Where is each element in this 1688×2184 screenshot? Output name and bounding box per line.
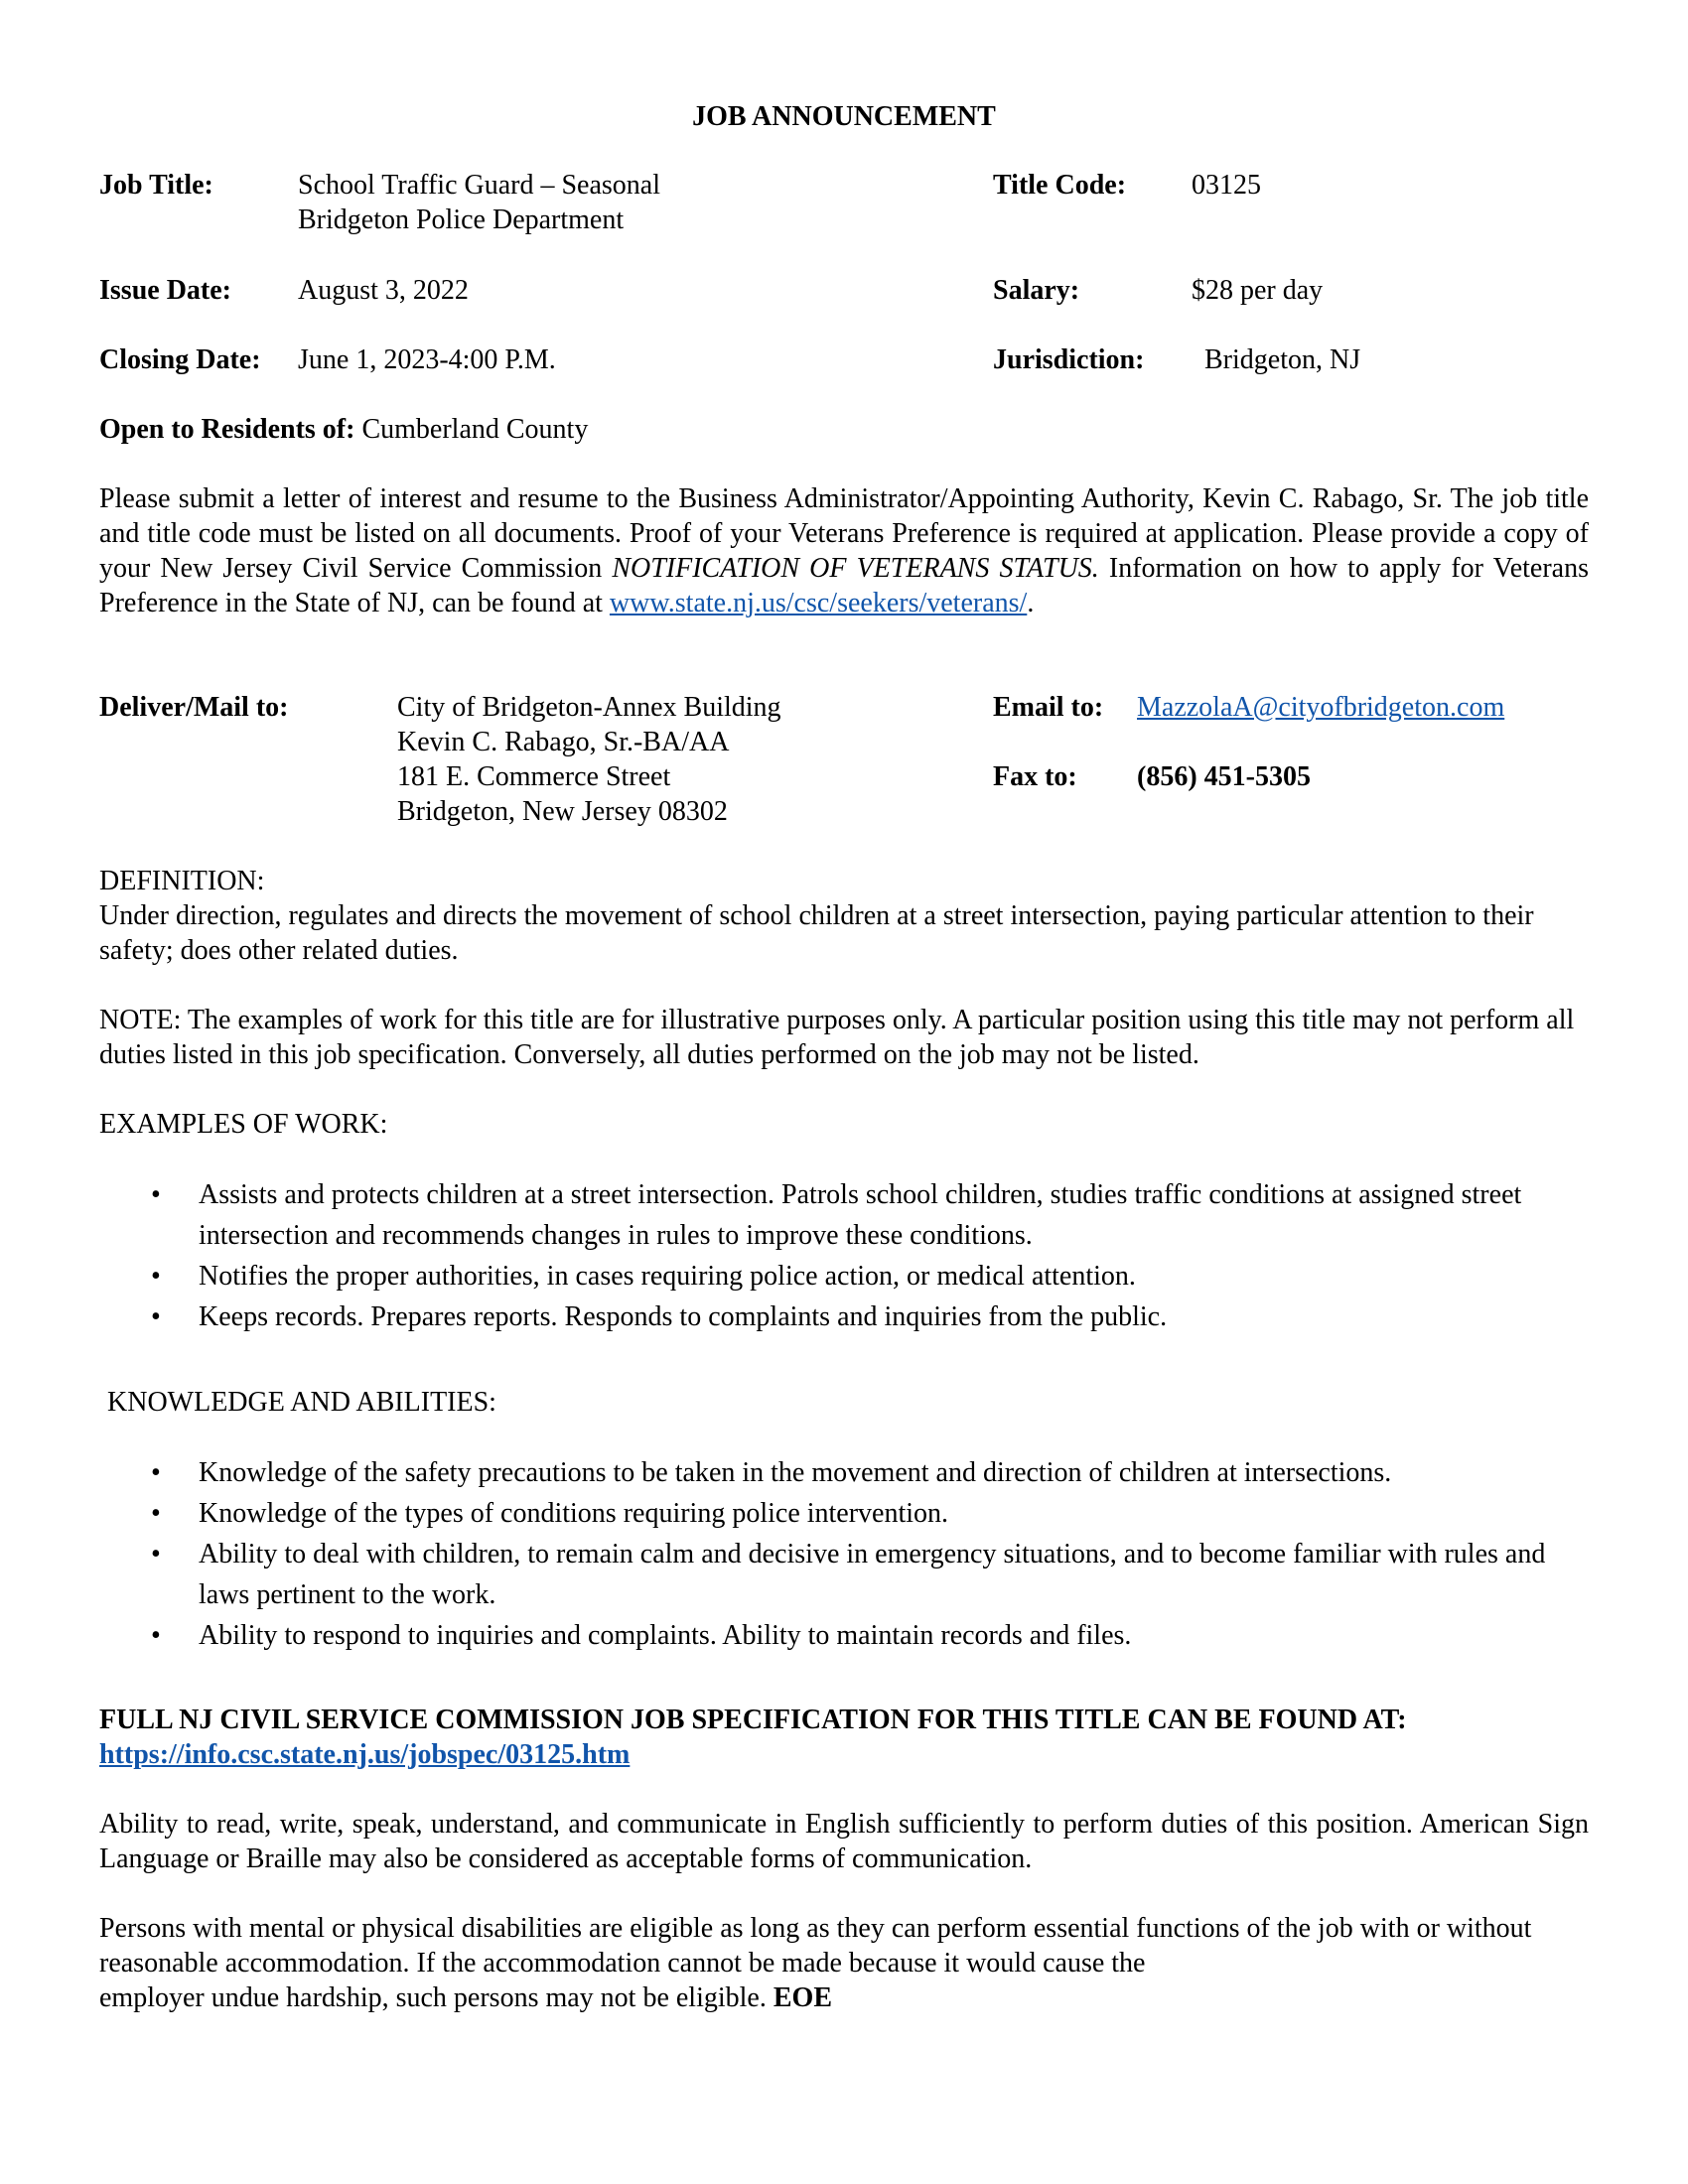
bullet-icon: • [151, 1179, 161, 1210]
list-item-text: Assists and protects children at a street intersection. Patrols school children, studies traffic conditions at assigned street intersection and recommends changes in rules to improve these conditions. [199, 1179, 1522, 1251]
bullet-icon: • [151, 1498, 161, 1529]
bullet-icon: • [151, 1620, 161, 1651]
instructions-text-2: Information on how to apply for Veterans Preference in the State of NJ, can be found at [99, 553, 1589, 618]
knowledge-list [99, 1452, 1589, 1656]
language-text: Ability to read, write, speak, understand, and communicate in English sufficiently to perform duties of this position. American Sign Language or Braille may also be considered as acceptable forms of communication. [99, 1809, 1589, 1874]
bullet-icon: • [151, 1301, 161, 1332]
list-item-text: Keeps records. Prepares reports. Responds to complaints and inquiries from the public. [199, 1301, 1168, 1332]
disabilities-text: Persons with mental or physical disabilities are eligible as long as they can perform essential functions of the job with or without reasonable accommodation. If the accommodation cannot be made because it would cause the [99, 1913, 1532, 1979]
job-title-label: Job Title: [99, 170, 213, 201]
deliver-label: Deliver/Mail to: [99, 692, 289, 723]
instructions-paragraph [99, 481, 1589, 620]
document-page [99, 0, 1589, 2184]
title-code-value: 03125 [1192, 170, 1261, 201]
address-line-2: Kevin C. Rabago, Sr.-BA/AA [397, 727, 730, 757]
fax-label: Fax to: [993, 761, 1077, 792]
instructions-end: . [1027, 588, 1035, 618]
eoe-text: EOE [773, 1982, 832, 2013]
examples-heading: EXAMPLES OF WORK: [99, 1109, 388, 1140]
address-line-1: City of Bridgeton-Annex Building [397, 692, 781, 723]
definition-heading: DEFINITION: [99, 866, 265, 896]
issue-date-label: Issue Date: [99, 275, 231, 306]
veterans-notification-text: NOTIFICATION OF VETERANS STATUS. [612, 553, 1099, 584]
bullet-icon: • [151, 1261, 161, 1292]
title-code-label: Title Code: [993, 170, 1127, 201]
examples-list [99, 1174, 1589, 1337]
list-item [99, 1297, 1589, 1337]
open-to-value: Cumberland County [361, 414, 589, 445]
spec-heading: FULL NJ CIVIL SERVICE COMMISSION JOB SPECIFICATION FOR THIS TITLE CAN BE FOUND AT: [99, 1705, 1407, 1735]
veterans-link[interactable]: www.state.nj.us/csc/seekers/veterans/ [609, 588, 1028, 618]
fax-value: (856) 451-5305 [1137, 761, 1311, 792]
jurisdiction-value: Bridgeton, NJ [1204, 344, 1361, 375]
list-item-text: Knowledge of the safety precautions to be taken in the movement and direction of children at intersections. [199, 1457, 1392, 1488]
address-line-3: 181 E. Commerce Street [397, 761, 671, 792]
salary-label: Salary: [993, 275, 1080, 306]
knowledge-heading: KNOWLEDGE AND ABILITIES: [107, 1387, 496, 1418]
list-item [99, 1534, 1589, 1615]
email-label: Email to: [993, 692, 1104, 723]
job-title-value: School Traffic Guard – Seasonal [298, 170, 660, 201]
disabilities-text-2: employer undue hardship, such persons may not be eligible. [99, 1982, 767, 2013]
page-title: JOB ANNOUNCEMENT [692, 101, 996, 132]
instructions-text: Please submit a letter of interest and resume to the Business Administrator/Appointing Authority, Kevin C. Rabago, Sr. The job title and title code must be listed on all documents. Proof of your Veterans Preference is required at application. Please provide a copy of your New Jersey Civil Service Commission [99, 483, 1589, 584]
bullet-icon: • [151, 1539, 161, 1570]
list-item-text: Notifies the proper authorities, in cases requiring police action, or medical attention. [199, 1261, 1136, 1292]
closing-date-value: June 1, 2023-4:00 P.M. [298, 344, 556, 375]
salary-value: $28 per day [1192, 275, 1324, 306]
issue-date-value: August 3, 2022 [298, 275, 469, 306]
list-item-text: Knowledge of the types of conditions requiring police intervention. [199, 1498, 949, 1529]
address-line-4: Bridgeton, New Jersey 08302 [397, 796, 728, 827]
list-item-text: Ability to respond to inquiries and complaints. Ability to maintain records and files. [199, 1620, 1132, 1651]
bullet-icon: • [151, 1457, 161, 1488]
note-text: NOTE: The examples of work for this title are for illustrative purposes only. A particular position using this title may not perform all duties listed in this job specification. Conversely, all duties performed on the job may not be listed. [99, 1005, 1575, 1070]
email-link[interactable]: MazzolaA@cityofbridgeton.com [1137, 692, 1505, 723]
closing-date-label: Closing Date: [99, 344, 261, 375]
definition-text: Under direction, regulates and directs the movement of school children at a street intersection, paying particular attention to their safety; does other related duties. [99, 900, 1534, 966]
list-item [99, 1493, 1589, 1534]
job-title-department: Bridgeton Police Department [298, 205, 625, 235]
jurisdiction-label: Jurisdiction: [993, 344, 1145, 375]
list-item [99, 1615, 1589, 1656]
disabilities-last-line [99, 1980, 832, 2015]
open-to-label: Open to Residents of: [99, 414, 355, 445]
list-item [99, 1452, 1589, 1493]
open-to-residents [99, 412, 588, 447]
spec-link[interactable]: https://info.csc.state.nj.us/jobspec/03125.htm [99, 1739, 631, 1770]
list-item-text: Ability to deal with children, to remain calm and decisive in emergency situations, and to become familiar with rules and laws pertinent to the work. [199, 1539, 1546, 1610]
list-item [99, 1174, 1589, 1256]
list-item [99, 1256, 1589, 1297]
